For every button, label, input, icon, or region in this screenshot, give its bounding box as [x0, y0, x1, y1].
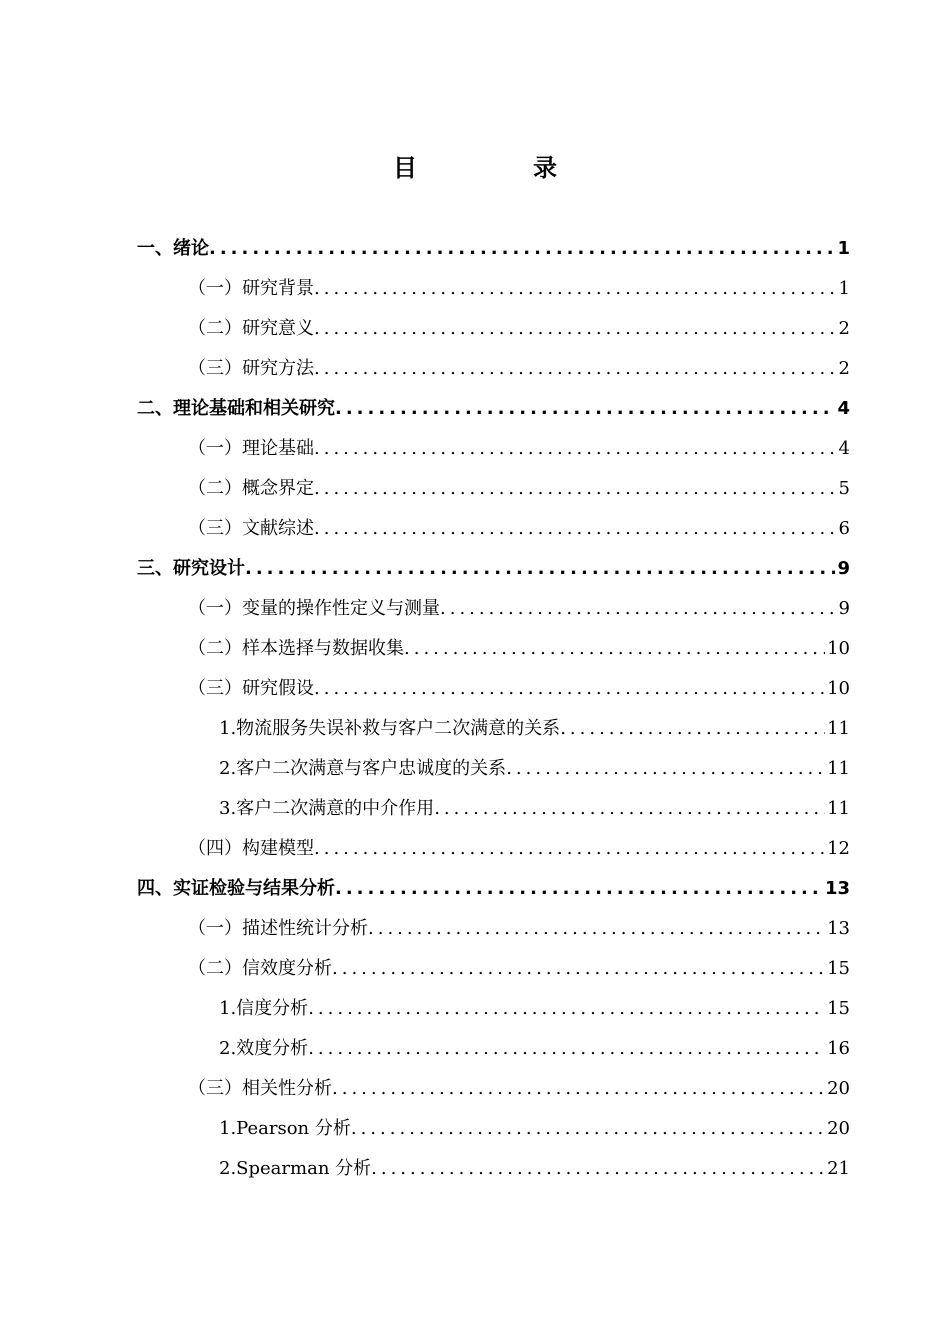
- toc-entry[interactable]: [188, 1069, 850, 1109]
- toc-entry[interactable]: [219, 989, 850, 1029]
- dot-leader: [314, 309, 837, 349]
- toc-entry-page: 13: [824, 878, 850, 899]
- toc-entry-label: 1.Pearson 分析: [219, 1118, 351, 1139]
- toc-entry-label: （三）研究方法: [188, 358, 314, 379]
- toc-entry-label: （四）构建模型: [188, 838, 314, 859]
- toc-entry-page: 2: [838, 358, 850, 379]
- toc-entry[interactable]: [188, 629, 850, 669]
- toc-entry[interactable]: [137, 869, 850, 909]
- toc-entry[interactable]: [188, 269, 850, 309]
- toc-entry-label: 一、绪论: [137, 238, 209, 259]
- toc-entry-label: 2.客户二次满意与客户忠诚度的关系: [219, 758, 507, 779]
- dot-leader: [245, 549, 835, 589]
- dot-leader: [314, 349, 837, 389]
- toc-entry-page: 1: [837, 238, 850, 259]
- toc-entry[interactable]: [188, 669, 850, 709]
- toc-entry[interactable]: [219, 749, 850, 789]
- dot-leader: [335, 869, 823, 909]
- toc-entry[interactable]: [188, 949, 850, 989]
- toc-entry-page: 16: [827, 1038, 850, 1059]
- toc-entry-page: 11: [827, 718, 850, 739]
- toc-entry[interactable]: [137, 389, 850, 429]
- toc-entry-label: （三）文献综述: [188, 518, 314, 539]
- dot-leader: [434, 789, 825, 829]
- dot-leader: [314, 509, 837, 549]
- toc-entry-page: 11: [827, 798, 850, 819]
- dot-leader: [314, 469, 837, 509]
- toc-entry[interactable]: [188, 309, 850, 349]
- toc-entry-page: 11: [827, 758, 850, 779]
- toc-entry[interactable]: [219, 1149, 850, 1189]
- toc-entry-label: 四、实证检验与结果分析: [137, 878, 335, 899]
- toc-entry-label: （三）研究假设: [188, 678, 314, 699]
- toc-entry[interactable]: [219, 1029, 850, 1069]
- dot-leader: [314, 269, 837, 309]
- toc-entry-page: 21: [827, 1158, 850, 1179]
- dot-leader: [368, 909, 825, 949]
- toc-entry-label: 2.效度分析: [219, 1038, 309, 1059]
- toc-entry-label: 1.物流服务失误补救与客户二次满意的关系: [219, 718, 561, 739]
- toc-entry[interactable]: [188, 829, 850, 869]
- dot-leader: [351, 1109, 825, 1149]
- dot-leader: [332, 949, 825, 989]
- toc-entry[interactable]: [219, 1109, 850, 1149]
- toc-entry[interactable]: [188, 429, 850, 469]
- dot-leader: [308, 989, 825, 1029]
- toc-entry-label: （二）研究意义: [188, 318, 314, 339]
- toc-entry-label: 二、理论基础和相关研究: [137, 398, 335, 419]
- toc-entry-page: 4: [838, 438, 850, 459]
- toc-entry-label: （一）描述性统计分析: [188, 918, 368, 939]
- toc-entry-label: （一）理论基础: [188, 438, 314, 459]
- toc-entry-label: （一）研究背景: [188, 278, 314, 299]
- toc-entry-page: 13: [827, 918, 850, 939]
- dot-leader: [335, 389, 835, 429]
- toc-entry[interactable]: [137, 549, 850, 589]
- dot-leader: [560, 709, 825, 749]
- toc-entry[interactable]: [137, 229, 850, 269]
- dot-leader: [308, 1029, 825, 1069]
- toc-entry[interactable]: [219, 709, 850, 749]
- toc-entry-label: （一）变量的操作性定义与测量: [188, 598, 440, 619]
- dot-leader: [506, 749, 825, 789]
- toc-entry-page: 20: [827, 1078, 850, 1099]
- toc-entry-label: 三、研究设计: [137, 558, 245, 579]
- dot-leader: [314, 429, 837, 469]
- toc-entry-label: （三）相关性分析: [188, 1078, 332, 1099]
- toc-entry-page: 10: [827, 638, 850, 659]
- toc-entry-label: （二）样本选择与数据收集: [188, 638, 404, 659]
- toc-title: 目 录: [393, 154, 603, 182]
- toc-entry-page: 6: [838, 518, 850, 539]
- toc-entry-page: 1: [838, 278, 850, 299]
- toc-entry-page: 9: [837, 558, 850, 579]
- dot-leader: [209, 229, 835, 269]
- toc-entry[interactable]: [188, 909, 850, 949]
- toc-entry-label: 1.信度分析: [219, 998, 309, 1019]
- dot-leader: [314, 829, 825, 869]
- toc-entry[interactable]: [219, 789, 850, 829]
- dot-leader: [332, 1069, 825, 1109]
- toc-entry-page: 2: [838, 318, 850, 339]
- toc-entry-label: 2.Spearman 分析: [219, 1158, 372, 1179]
- toc-entry-page: 5: [838, 478, 850, 499]
- toc-entry-label: 3.客户二次满意的中介作用: [219, 798, 435, 819]
- toc-entry[interactable]: [188, 589, 850, 629]
- toc-entry[interactable]: [188, 349, 850, 389]
- toc-entry-label: （二）信效度分析: [188, 958, 332, 979]
- dot-leader: [440, 589, 837, 629]
- toc-entry-page: 4: [837, 398, 850, 419]
- toc-entry-page: 9: [838, 598, 850, 619]
- toc-entry-page: 12: [827, 838, 850, 859]
- toc-entry-page: 15: [827, 958, 850, 979]
- toc-entry[interactable]: [188, 509, 850, 549]
- toc-entry[interactable]: [188, 469, 850, 509]
- toc-entry-page: 15: [827, 998, 850, 1019]
- toc-entry-label: （二）概念界定: [188, 478, 314, 499]
- toc-entry-page: 20: [827, 1118, 850, 1139]
- dot-leader: [404, 629, 825, 669]
- dot-leader: [371, 1149, 825, 1189]
- dot-leader: [314, 669, 825, 709]
- toc-entry-page: 10: [827, 678, 850, 699]
